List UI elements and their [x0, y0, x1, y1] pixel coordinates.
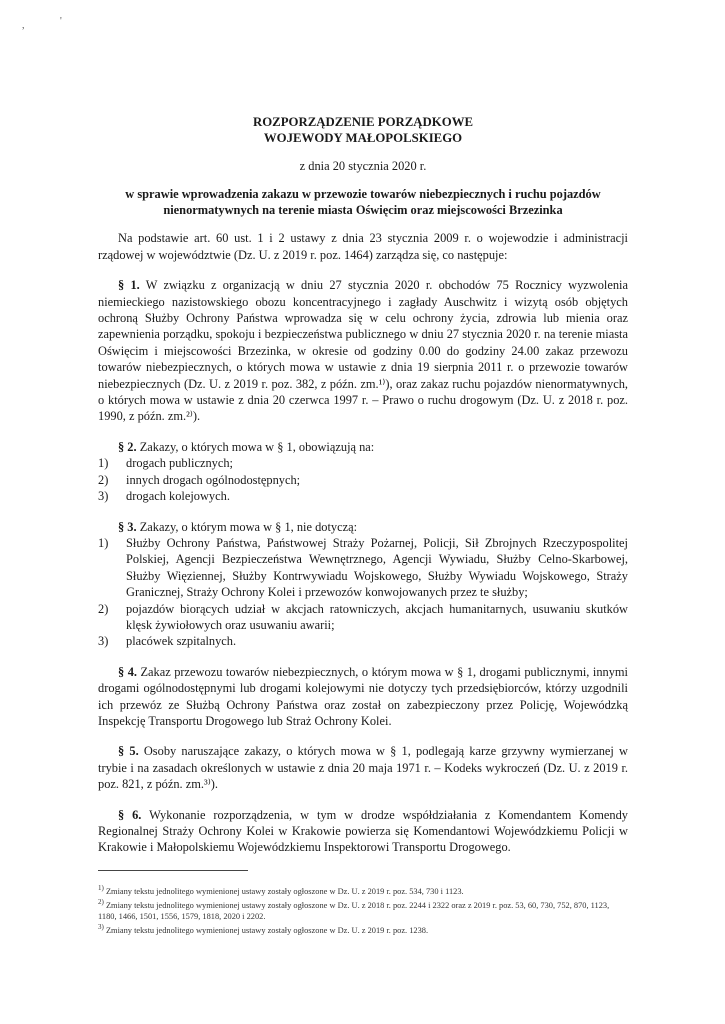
section-6-text: Wykonanie rozporządzenia, w tym w drodze współdziałania z Komendantem Komendy Regionalnej Straży Ochrony Kolei w Krakowie powierza się Komendantowi Wojewódzkiemu Policji w Krakowie i Małopolskiemu Wojewódzkiemu Inspektorowi Transportu Drogowego.: [98, 807, 629, 855]
section-2-list: [98, 455, 628, 504]
footnote: $^{1)}$ Zmiany tekstu jednolitego wymienionej ustawy zostały ogłoszone w Dz. U. z 2019 r. poz. 534, 730 i 1123.: [98, 884, 464, 896]
section-4-label: § 4.: [118, 664, 137, 679]
footnote: $^{2)}$ Zmiany tekstu jednolitego wymienionej ustawy zostały ogłoszone w Dz. U. z 2018 r. poz. 2244 i 2322 oraz z 2019 r. poz. 53, 60, 730, 752, 870, 1123, 1180, 1466, 1501, 1556, 1579, 1818, 2020 i 2202.: [98, 898, 610, 921]
document-title: [98, 114, 628, 146]
section-1-label: § 1.: [118, 278, 140, 293]
section-5: [98, 743, 628, 792]
scan-mark: ': [60, 16, 62, 27]
footnotes: [98, 886, 628, 939]
title-line-2: WOJEWODY MAŁOPOLSKIEGO: [263, 131, 463, 145]
document-subject: [98, 186, 628, 218]
section-5-text: Osoby naruszające zakazy, o których mowa w § 1, podlegają karze grzywny wymierzanej w trybie i na zasadach określonych w ustawie z dnia 20 maja 1971 r. – Kodeks wykroczeń (Dz. U. z 2019 r. poz. 821, z późn. zm.³⁾).: [98, 744, 628, 792]
scan-mark: ,: [22, 20, 25, 31]
footnote: $^{3)}$ Zmiany tekstu jednolitego wymienionej ustawy zostały ogłoszone w Dz. U. z 2019 r. poz. 1238.: [98, 923, 429, 935]
section-3-text: Zakazy, o którym mowa w § 1, nie dotyczą:: [139, 519, 358, 534]
section-5-label: § 5.: [118, 744, 139, 759]
list-item: 3) placówek szpitalnych.: [98, 634, 237, 649]
section-3: [98, 519, 628, 535]
section-4-text: Zakaz przewozu towarów niebezpiecznych, o którym mowa w § 1, drogami publicznymi, innymi drogami ogólnodostępnymi lub drogami kolejowymi nie dotyczy tych przedsiębiorców, którzy uzgodnili ich przewóz ze Służbą Ochrony Państwa oraz został on zabezpieczony przez Policję, Wojewódzką Inspekcję Transportu Drogowego lub Straż Ochrony Kolei.: [98, 664, 628, 728]
subject-line-2: nienormatywnych na terenie miasta Oświęcim oraz miejscowości Brzezinka: [163, 203, 563, 218]
section-4: [98, 664, 628, 730]
legal-basis: Na podstawie art. 60 ust. 1 i 2 ustawy z dnia 23 stycznia 2009 r. o wojewodzie i administracji rządowej w województwie (Dz. U. z 2019 r. poz. 1464) zarządza się, co następuje:: [98, 231, 628, 262]
section-3-list: [98, 535, 628, 650]
section-1-text: W związku z organizacją w dniu 27 stycznia 2020 r. obchodów 75 Rocznicy wyzwolenia niemieckiego nazistowskiego obozu koncentracyjnego i zagłady Auschwitz i wizytą osób objętych ochroną Służby Ochrony Państwa wprowadza się w celu ochrony życia, zdrowia lub mienia oraz zapewnienia porządku, spokoju i bezpieczeństwa publicznego w dniu 27 stycznia 2020 r. na terenie miasta Oświęcim i miejscowości Brzezinka, w okresie od godziny 0.00 do godziny 24.00 zakaz przewozu towarów niebezpiecznych, o których mowa w ustawie z dnia 19 sierpnia 2011 r. o przewozie towarów niebezpiecznych (Dz. U. z 2019 r. poz. 382, z późn. zm.¹⁾), oraz zakaz ruchu pojazdów nienormatywnych, o których mowa w ustawie z dnia 20 czerwca 1997 r. – Prawo o ruchu drogowym (Dz. U. z 2018 r. poz. 1990, z późn. zm.²⁾).: [98, 278, 629, 424]
section-6-label: § 6.: [118, 807, 142, 822]
section-1: [98, 277, 628, 425]
section-2-text: Zakazy, o których mowa w § 1, obowiązują na:: [139, 439, 375, 454]
list-item: 2) innych drogach ogólnodostępnych;: [98, 472, 301, 487]
list-item: 1) drogach publicznych;: [98, 456, 234, 471]
list-item: 3) drogach kolejowych.: [98, 489, 230, 504]
document-body: [98, 114, 628, 856]
section-3-label: § 3.: [118, 519, 137, 534]
section-2: [98, 439, 628, 455]
title-line-1: ROZPORZĄDZENIE PORZĄDKOWE: [252, 115, 474, 129]
document-date: z dnia 20 stycznia 2020 r.: [299, 159, 427, 173]
list-item: 1) Służby Ochrony Państwa, Państwowej Straży Pożarnej, Policji, Sił Zbrojnych Rzeczypospolitej Polskiej, Agencji Bezpieczeństwa Wewnętrznego, Agencji Wywiadu, Służby Celno-Skarbowej, Służby Więziennej, Służby Kontrwywiadu Wojskowego, Służby Wywiadu Wojskowego, Straży Granicznej, Straży Ochrony Kolei i przewozów konwojowanych przez te służby;: [98, 535, 628, 600]
footnote-divider: [98, 870, 248, 871]
subject-line-1: w sprawie wprowadzenia zakazu w przewozie towarów niebezpiecznych i ruchu pojazdów: [125, 187, 601, 202]
section-6: [98, 807, 628, 856]
section-2-label: § 2.: [118, 439, 137, 454]
list-item: 2) pojazdów biorących udział w akcjach ratowniczych, akcjach humanitarnych, usuwaniu skutków klęsk żywiołowych oraz usuwaniu awarii;: [98, 601, 628, 632]
